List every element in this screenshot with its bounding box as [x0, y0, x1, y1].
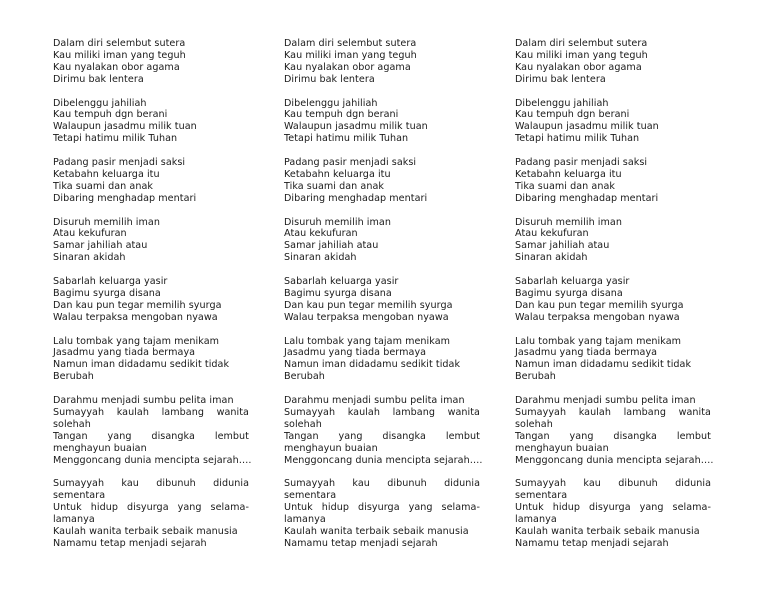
poem-line: Sumayyah kaulah lambang wanita [284, 407, 480, 418]
poem-line: Menggoncang dunia mencipta sejarah…. [53, 454, 252, 466]
poem-line: Samar jahiliah atau [53, 240, 148, 252]
poem-stanza [284, 478, 480, 549]
poem-stanza [515, 336, 711, 384]
poem-line: Kau tempuh dgn berani [53, 109, 168, 121]
poem-line: Kaulah wanita terbaik sebaik manusia [515, 526, 700, 538]
poem-line: Bagimu syurga disana [53, 287, 161, 299]
poem-stanza [53, 336, 249, 384]
poem-stanza [515, 217, 711, 265]
poem-stanza [53, 98, 249, 146]
poem-line: Menggoncang dunia mencipta sejarah…. [515, 454, 714, 466]
poem-line: Dirimu bak lentera [53, 73, 144, 85]
poem-line: Bagimu syurga disana [515, 287, 623, 299]
poem-line: Ketabahn keluarga itu [515, 168, 622, 180]
poem-line: Disuruh memilih iman [53, 216, 160, 228]
poem-line: Atau kekufuran [284, 228, 358, 240]
poem-line: Dan kau pun tegar memilih syurga [53, 299, 222, 311]
poem-stanza [515, 157, 711, 205]
poem-line: lamanya [284, 514, 326, 526]
poem-line: Tangan yang disangka lembut [53, 430, 249, 442]
poem-line: solehah [515, 418, 553, 430]
poem-line: Sinaran akidah [515, 252, 588, 264]
poem-line: Kau nyalakan obor agama [53, 61, 180, 73]
poem-line: Tangan yang disangka lembut [515, 430, 711, 442]
poem-stanza [284, 38, 480, 86]
poem-line: Jasadmu yang tiada bermaya [515, 347, 658, 359]
poem-line: Tika suami dan anak [284, 180, 385, 192]
poem-line: Sumayyah kau dibunuh didunia [515, 478, 711, 490]
poem-line: sementara [515, 490, 568, 502]
poem-line: Dibaring menghadap mentari [284, 192, 428, 204]
poem-line: Darahmu menjadi sumbu pelita iman [284, 395, 465, 407]
poem-line: Tika suami dan anak [515, 180, 616, 192]
poem-stanza [284, 336, 480, 384]
poem-line: Berubah [284, 371, 325, 383]
poem-line: Untuk hidup disyurga yang selama- [284, 502, 480, 514]
poem-line: Walaupun jasadmu milik tuan [284, 121, 428, 133]
poem-line: Dibaring menghadap mentari [53, 192, 197, 204]
poem-line: Tika suami dan anak [53, 180, 154, 192]
poem-line: Kaulah wanita terbaik sebaik manusia [284, 526, 469, 538]
poem-line: Tetapi hatimu milik Tuhan [284, 133, 409, 145]
poem-line: Samar jahiliah atau [515, 240, 610, 252]
poem-line: Walau terpaksa mengoban nyawa [515, 311, 680, 323]
poem-line: Kau tempuh dgn berani [515, 109, 630, 121]
poem-line: Walau terpaksa mengoban nyawa [284, 311, 449, 323]
poem-line: solehah [53, 418, 91, 430]
poem-line: Kau miliki iman yang teguh [284, 49, 417, 61]
poem-line: lamanya [53, 514, 95, 526]
poem-line: Ketabahn keluarga itu [284, 168, 391, 180]
poem-line: Kaulah wanita terbaik sebaik manusia [53, 526, 238, 538]
poem-line: Sumayyah kaulah lambang wanita [53, 407, 249, 418]
poem-column-right [515, 38, 714, 562]
poem-line: Kau miliki iman yang teguh [515, 49, 648, 61]
poem-line: Jasadmu yang tiada bermaya [53, 347, 196, 359]
poem-line: solehah [284, 418, 322, 430]
poem-line: Untuk hidup disyurga yang selama- [515, 502, 711, 514]
poem-line: menghayun buaian [284, 442, 378, 454]
poem-line: Kau nyalakan obor agama [515, 61, 642, 73]
poem-line: lamanya [515, 514, 557, 526]
poem-line: Dibelenggu jahiliah [515, 97, 609, 109]
poem-stanza [284, 217, 480, 265]
poem-line: Kau miliki iman yang teguh [53, 49, 186, 61]
poem-line: Dan kau pun tegar memilih syurga [284, 299, 453, 311]
poem-line: Namamu tetap menjadi sejarah [515, 537, 669, 549]
poem-line: Padang pasir menjadi saksi [53, 157, 186, 169]
poem-line: Dan kau pun tegar memilih syurga [515, 299, 684, 311]
poem-line: Kau tempuh dgn berani [284, 109, 399, 121]
poem-line: Lalu tombak yang tajam menikam [284, 335, 451, 347]
poem-line: Darahmu menjadi sumbu pelita iman [53, 395, 234, 407]
poem-line: Berubah [53, 371, 94, 383]
poem-stanza [53, 217, 249, 265]
poem-line: Padang pasir menjadi saksi [284, 157, 417, 169]
poem-line: menghayun buaian [515, 442, 609, 454]
poem-line: sementara [284, 490, 337, 502]
poem-line: Untuk hidup disyurga yang selama- [53, 502, 249, 514]
poem-line: Padang pasir menjadi saksi [515, 157, 648, 169]
poem-stanza [284, 395, 483, 466]
poem-stanza [53, 276, 249, 324]
poem-line: Dirimu bak lentera [515, 73, 606, 85]
poem-line: Walau terpaksa mengoban nyawa [53, 311, 218, 323]
poem-line: Tetapi hatimu milik Tuhan [515, 133, 640, 145]
poem-line: sementara [53, 490, 106, 502]
poem-line: Bagimu syurga disana [284, 287, 392, 299]
poem-line: Sinaran akidah [53, 252, 126, 264]
poem-line: Tetapi hatimu milik Tuhan [53, 133, 178, 145]
poem-line: Sinaran akidah [284, 252, 357, 264]
poem-line: Dalam diri selembut sutera [515, 38, 648, 49]
poem-stanza [284, 276, 480, 324]
poem-stanza [515, 395, 714, 466]
poem-stanza [515, 276, 711, 324]
poem-line: Sabarlah keluarga yasir [515, 276, 630, 288]
poem-line: Samar jahiliah atau [284, 240, 379, 252]
poem-line: Darahmu menjadi sumbu pelita iman [515, 395, 696, 407]
poem-stanza [515, 98, 711, 146]
poem-line: Menggoncang dunia mencipta sejarah…. [284, 454, 483, 466]
poem-line: Jasadmu yang tiada bermaya [284, 347, 427, 359]
poem-line: Dalam diri selembut sutera [53, 38, 186, 49]
poem-line: Disuruh memilih iman [515, 216, 622, 228]
poem-stanza [53, 157, 249, 205]
poem-column-left [53, 38, 252, 562]
poem-line: Sumayyah kaulah lambang wanita [515, 407, 711, 418]
poem-stanza [53, 38, 249, 86]
poem-line: Kau nyalakan obor agama [284, 61, 411, 73]
poem-line: Sumayyah kau dibunuh didunia [284, 478, 480, 490]
poem-line: Walaupun jasadmu milik tuan [53, 121, 197, 133]
poem-line: Namun iman didadamu sedikit tidak [284, 359, 461, 371]
poem-column-middle [284, 38, 483, 562]
poem-line: Dalam diri selembut sutera [284, 38, 417, 49]
poem-stanza [53, 395, 252, 466]
poem-stanza [515, 478, 711, 549]
poem-line: Sumayyah kau dibunuh didunia [53, 478, 249, 490]
poem-line: Atau kekufuran [53, 228, 127, 240]
poem-line: Namun iman didadamu sedikit tidak [515, 359, 692, 371]
poem-stanza [284, 98, 480, 146]
poem-line: Namun iman didadamu sedikit tidak [53, 359, 230, 371]
poem-line: menghayun buaian [53, 442, 147, 454]
poem-line: Lalu tombak yang tajam menikam [53, 335, 220, 347]
poem-line: Dibelenggu jahiliah [53, 97, 147, 109]
poem-line: Disuruh memilih iman [284, 216, 391, 228]
poem-stanza [284, 157, 480, 205]
poem-line: Sabarlah keluarga yasir [284, 276, 399, 288]
poem-line: Dibaring menghadap mentari [515, 192, 659, 204]
poem-stanza [515, 38, 711, 86]
poem-line: Ketabahn keluarga itu [53, 168, 160, 180]
poem-line: Dirimu bak lentera [284, 73, 375, 85]
poem-line: Berubah [515, 371, 556, 383]
poem-stanza [53, 478, 249, 549]
poem-line: Sabarlah keluarga yasir [53, 276, 168, 288]
poem-line: Walaupun jasadmu milik tuan [515, 121, 659, 133]
poem-line: Namamu tetap menjadi sejarah [53, 537, 207, 549]
poem-line: Namamu tetap menjadi sejarah [284, 537, 438, 549]
poem-line: Atau kekufuran [515, 228, 589, 240]
poem-line: Tangan yang disangka lembut [284, 430, 480, 442]
poem-line: Dibelenggu jahiliah [284, 97, 378, 109]
poem-line: Lalu tombak yang tajam menikam [515, 335, 682, 347]
